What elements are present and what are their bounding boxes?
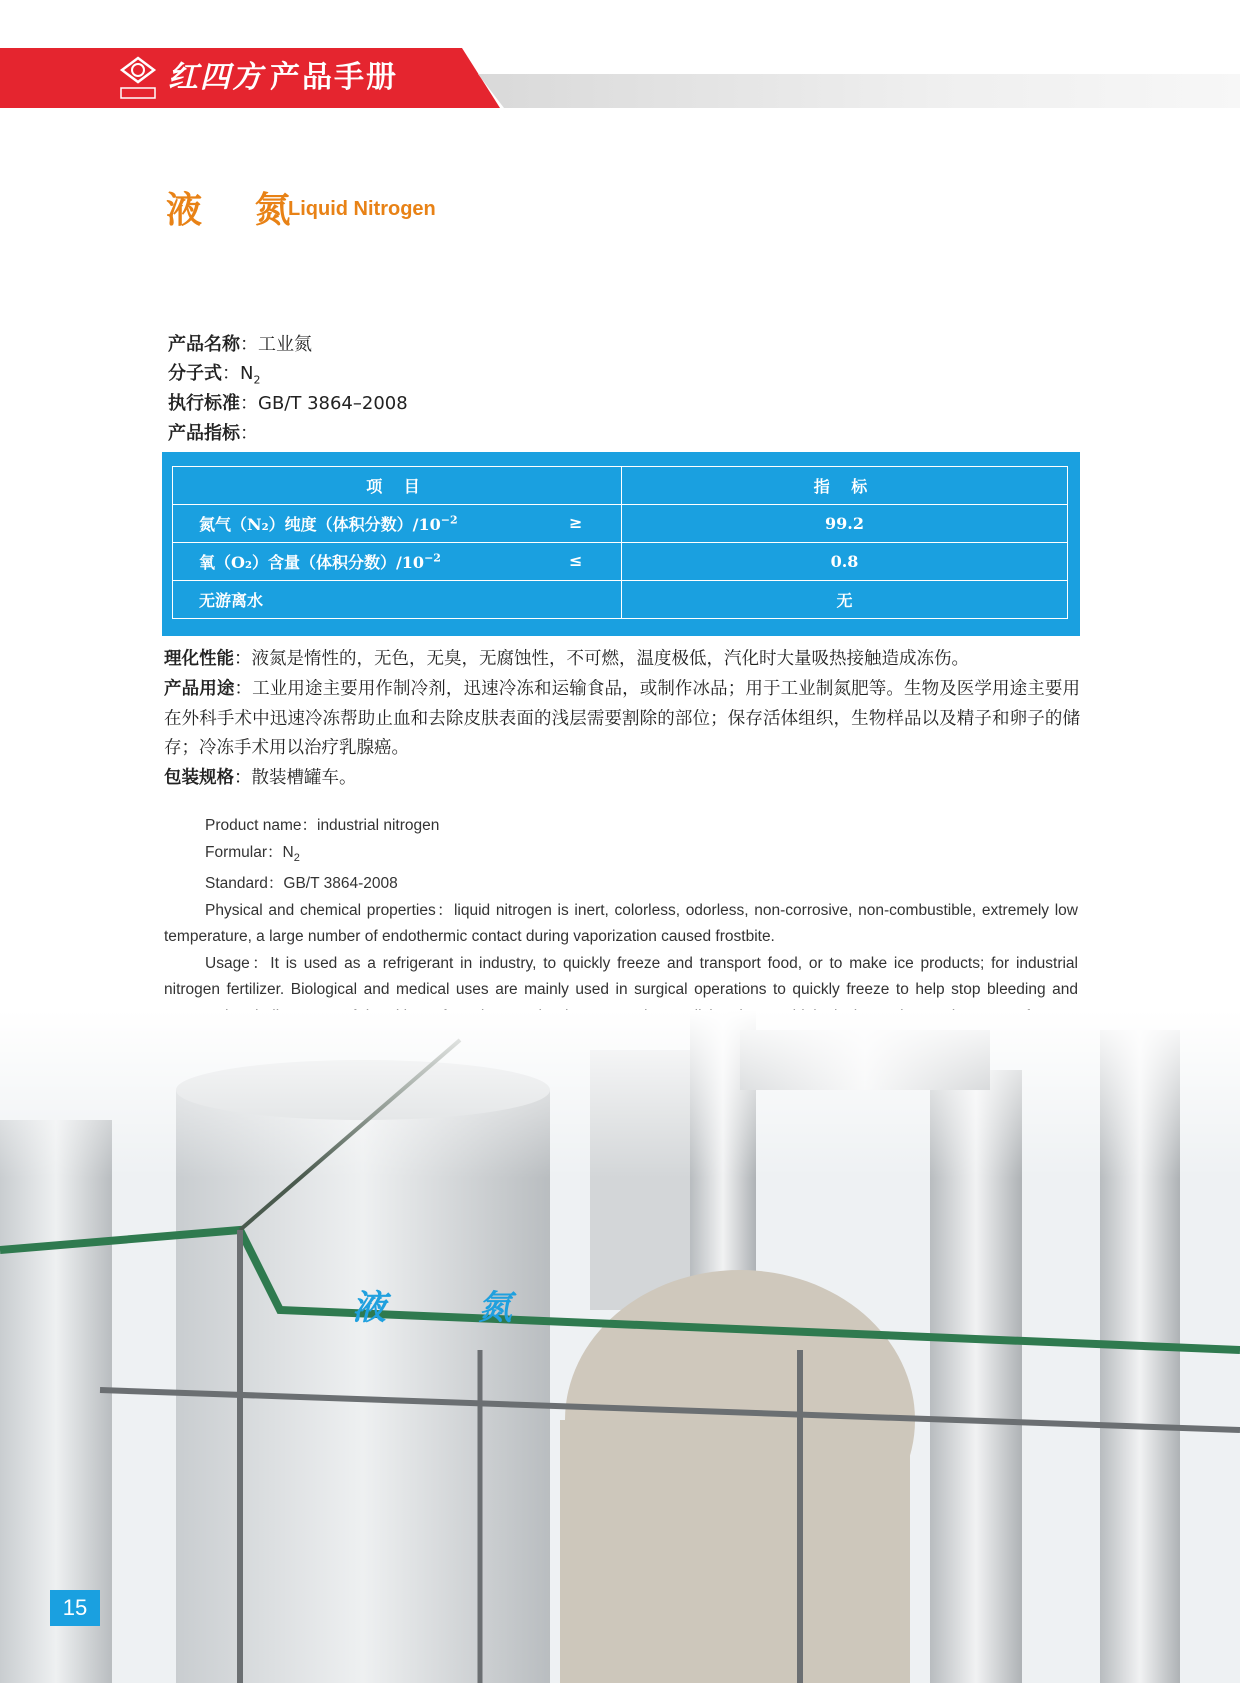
table-row <box>173 543 1068 581</box>
company-logo-icon <box>118 56 158 100</box>
info-subscript: 2 <box>253 373 261 387</box>
info-label: 产品名称 <box>168 334 240 355</box>
item-name: 氧（O₂）含量（体积分数）/10 <box>199 553 425 572</box>
info-label: 执行标准 <box>168 393 240 414</box>
props-text: 液氮是惰性的，无色，无臭，无腐蚀性，不可燃，温度极低，汽化时大量吸热接触造成冻伤。 <box>251 649 969 669</box>
brand-subtitle: 产品手册 <box>270 60 398 95</box>
en-product-name: Product name：industrial nitrogen <box>205 817 440 834</box>
table-header-cell: 项 目 <box>173 467 622 505</box>
info-label: 产品指标 <box>168 423 240 444</box>
brand-script: 红四方 <box>168 60 264 95</box>
item-name: 无游离水 <box>199 591 264 610</box>
en-standard: Standard：GB/T 3864-2008 <box>205 875 398 893</box>
table-cell-item <box>173 543 622 581</box>
plant-photo <box>0 1010 1240 1683</box>
en-props: Physical and chemical properties：liquid nitrogen is inert, colorless, odorless, non-corrosive, non-combustible, extremely low temperature, a large number of endothermic contact during vaporization caused frostbite. <box>164 901 1078 946</box>
page-title-cn: 液 氮 <box>166 189 311 231</box>
info-formula: 分子式：$N_2$ <box>168 363 261 387</box>
page-title-en: Liquid Nitrogen <box>288 198 436 220</box>
table-header-row <box>173 467 1068 505</box>
brand-title <box>168 58 398 98</box>
spec-table <box>172 466 1068 619</box>
usage-text: 工业用途主要用作制冷剂，迅速冷冻和运输食品，或制作冰品；用于工业制氮肥等。生物及医学用途主要用在外科手术中迅速冷冻帮助止血和去除皮肤表面的浅层需要割除的部位；保存活体组织，生物样品以及精子和卵子的储存；冷冻手术用以治疗乳腺癌。 <box>164 679 1081 758</box>
info-product-name: 产品名称：工业氮 <box>168 334 312 355</box>
usage-label: 产品用途 <box>164 679 235 699</box>
table-header-cell: 指 标 <box>622 467 1068 505</box>
cn-usage: 产品用途：工业用途主要用作制冷剂，迅速冷冻和运输食品，或制作冰品；用于工业制氮肥等。生物及医学用途主要用在外科手术中迅速冷冻帮助止血和去除皮肤表面的浅层需要割除的部位；保存活体组织，生物样品以及精子和卵子的储存；冷冻手术用以治疗乳腺癌。 <box>164 679 1081 758</box>
table-cell-value: 0.8 <box>622 543 1068 581</box>
en-formula-sub: 2 <box>293 851 300 864</box>
en-formula <box>164 840 1078 872</box>
table-cell-value: 无 <box>622 581 1068 619</box>
cn-package: 包装规格：散装槽罐车。 <box>164 768 357 788</box>
item-exponent: −2 <box>424 551 441 565</box>
table-cell-item <box>173 581 622 619</box>
page-number: 15 <box>50 1590 100 1626</box>
comparator: ≥ <box>569 513 583 532</box>
table-row <box>173 581 1068 619</box>
props-label: 理化性能 <box>164 649 234 669</box>
info-label: 分子式 <box>168 363 222 384</box>
en-usage: Usage：It is used as a refrigerant in industry, to quickly freeze and transport food, or to make ice products; for industrial nitrogen fertilizer. Biological and medical uses are mainly used in surgical operations to quickly freeze to help stop bleeding and <box>164 954 1078 999</box>
info-value: GB/T 3864–2008 <box>258 393 408 414</box>
comparator: ≤ <box>569 551 583 570</box>
photo-label: 液 氮 <box>352 1288 552 1328</box>
header-stripe <box>478 74 1240 108</box>
info-standard: 执行标准：GB/T 3864–2008 <box>168 393 408 414</box>
info-index: 产品指标： <box>168 423 258 444</box>
item-name: 氮气（N₂）纯度（体积分数）/10 <box>199 515 441 534</box>
info-value: N <box>240 363 254 384</box>
package-text: 散装槽罐车。 <box>251 768 357 788</box>
table-cell-value: 99.2 <box>622 505 1068 543</box>
spec-table-panel <box>162 452 1080 636</box>
table-cell-item <box>173 505 622 543</box>
package-label: 包装规格 <box>164 768 234 788</box>
table-row <box>173 505 1068 543</box>
item-exponent: −2 <box>440 513 458 527</box>
en-formula-text: Formular：N <box>205 843 294 861</box>
info-value: 工业氮 <box>258 334 312 355</box>
cn-props: 理化性能：液氮是惰性的，无色，无臭，无腐蚀性，不可燃，温度极低，汽化时大量吸热接触造成冻伤。 <box>164 649 969 669</box>
